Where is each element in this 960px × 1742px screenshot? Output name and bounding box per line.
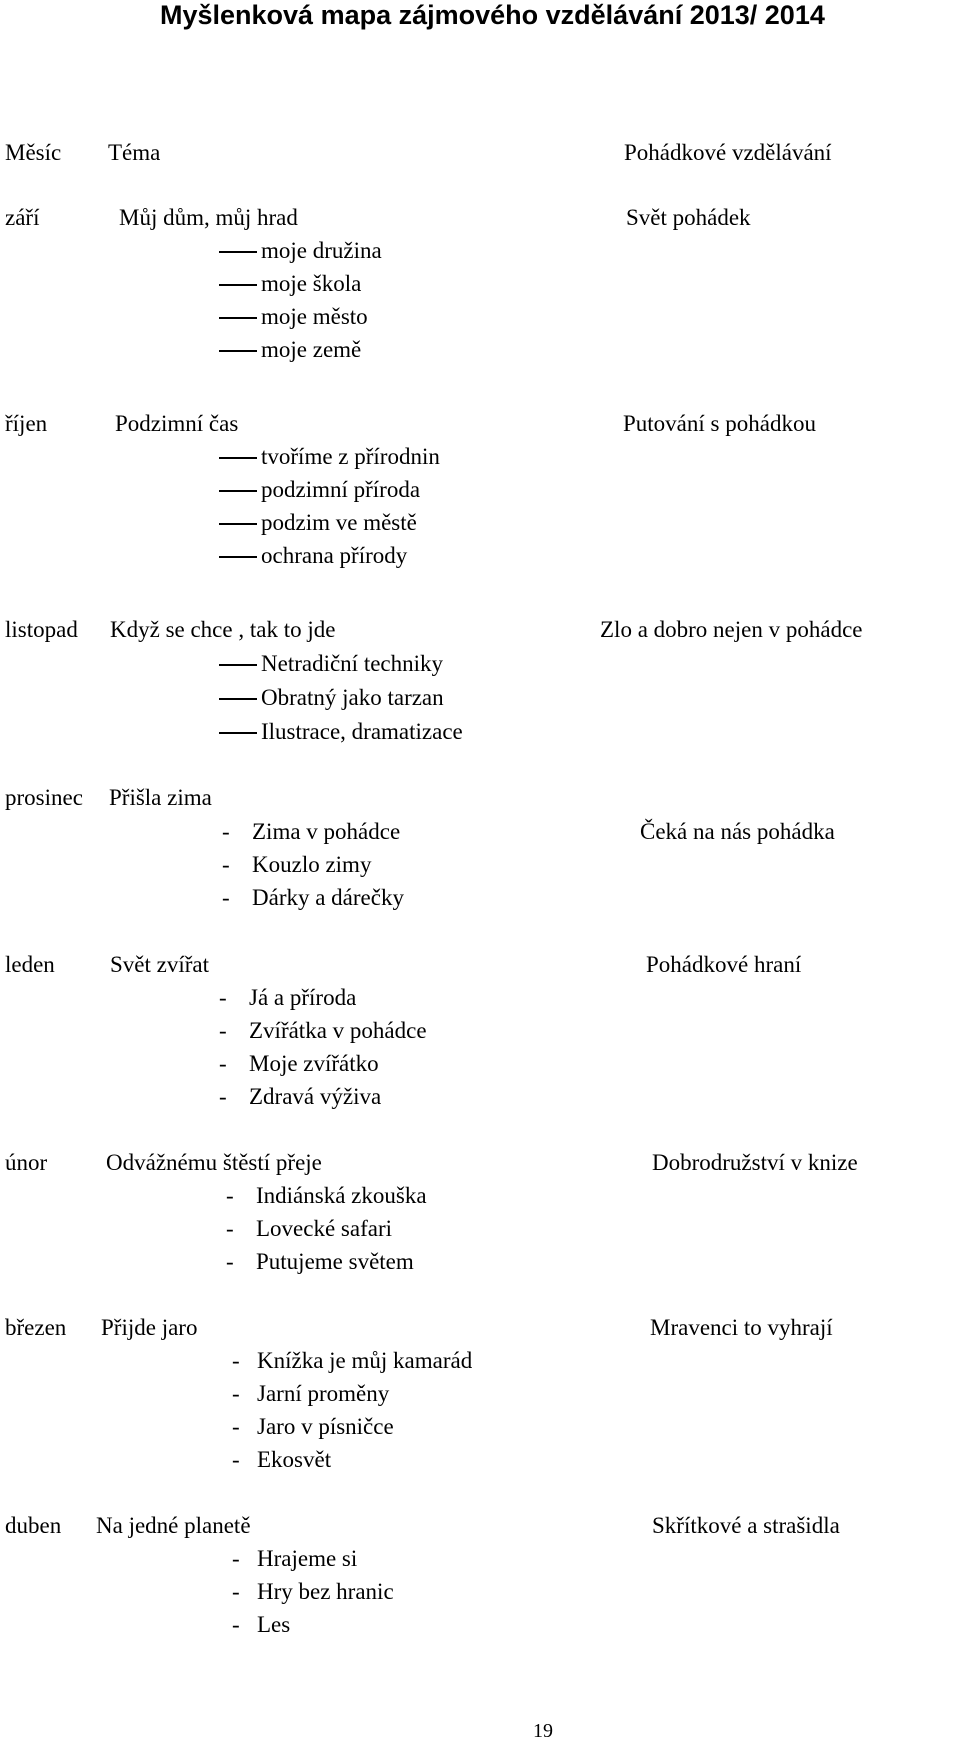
hyphen-bullet: - (222, 885, 230, 910)
hyphen-bullet: - (232, 1348, 240, 1373)
header-theme: Téma (108, 140, 161, 165)
header-month: Měsíc (5, 140, 62, 165)
dash-bullet (219, 698, 257, 700)
month-label: březen (5, 1315, 67, 1340)
hyphen-bullet: - (232, 1447, 240, 1472)
month-label: leden (5, 952, 55, 977)
month-theme: Můj dům, můj hrad (119, 205, 298, 230)
dash-bullet (219, 284, 257, 286)
hyphen-bullet: - (226, 1249, 234, 1274)
dash-bullet (219, 350, 257, 352)
month-fairy-topic: Mravenci to vyhrají (650, 1315, 833, 1340)
month-label: duben (5, 1513, 62, 1538)
hyphen-bullet: - (232, 1612, 240, 1637)
hyphen-bullet: - (219, 985, 227, 1010)
dash-bullet (219, 556, 257, 558)
month-label: únor (5, 1150, 48, 1175)
hyphen-bullet: - (232, 1414, 240, 1439)
month-fairy-topic: Zlo a dobro nejen v pohádce (600, 617, 863, 642)
month-label: září (5, 205, 40, 230)
hyphen-bullet: - (219, 1084, 227, 1109)
dash-bullet (219, 490, 257, 492)
month-fairy-topic: Dobrodružství v knize (652, 1150, 858, 1175)
hyphen-bullet: - (219, 1051, 227, 1076)
month-fairy-topic: Pohádkové hraní (646, 952, 802, 977)
dash-bullet (219, 317, 257, 319)
month-theme: Podzimní čas (115, 411, 239, 436)
month-theme: Na jedné planetě (96, 1513, 251, 1538)
hyphen-bullet: - (232, 1546, 240, 1571)
hyphen-bullet: - (226, 1216, 234, 1241)
hyphen-bullet: - (222, 852, 230, 877)
month-fairy-topic: Čeká na nás pohádka (640, 819, 835, 844)
month-theme: Svět zvířat (110, 952, 209, 977)
month-theme: Přijde jaro (101, 1315, 198, 1340)
hyphen-bullet: - (226, 1183, 234, 1208)
month-fairy-topic: Putování s pohádkou (623, 411, 816, 436)
month-fairy-topic: Skřítkové a strašidla (652, 1513, 840, 1538)
hyphen-bullet: - (232, 1381, 240, 1406)
page-title: Myšlenková mapa zájmového vzdělávání 2013/ 2014 (160, 0, 825, 30)
dash-bullet (219, 457, 257, 459)
dash-bullet (219, 664, 257, 666)
month-theme: Odvážnému štěstí přeje (106, 1150, 322, 1175)
dash-bullet (219, 251, 257, 253)
month-label: listopad (5, 617, 78, 642)
month-label: říjen (5, 411, 48, 436)
hyphen-bullet: - (222, 819, 230, 844)
month-label: prosinec (5, 785, 83, 810)
dash-bullet (219, 732, 257, 734)
hyphen-bullet: - (232, 1579, 240, 1604)
hyphen-bullet: - (219, 1018, 227, 1043)
month-fairy-topic: Svět pohádek (626, 205, 751, 230)
month-theme: Když se chce , tak to jde (110, 617, 336, 642)
header-fairy: Pohádkové vzdělávání (624, 140, 832, 165)
dash-bullet (219, 523, 257, 525)
page-number: 19 (533, 1720, 553, 1742)
month-theme: Přišla zima (109, 785, 212, 810)
